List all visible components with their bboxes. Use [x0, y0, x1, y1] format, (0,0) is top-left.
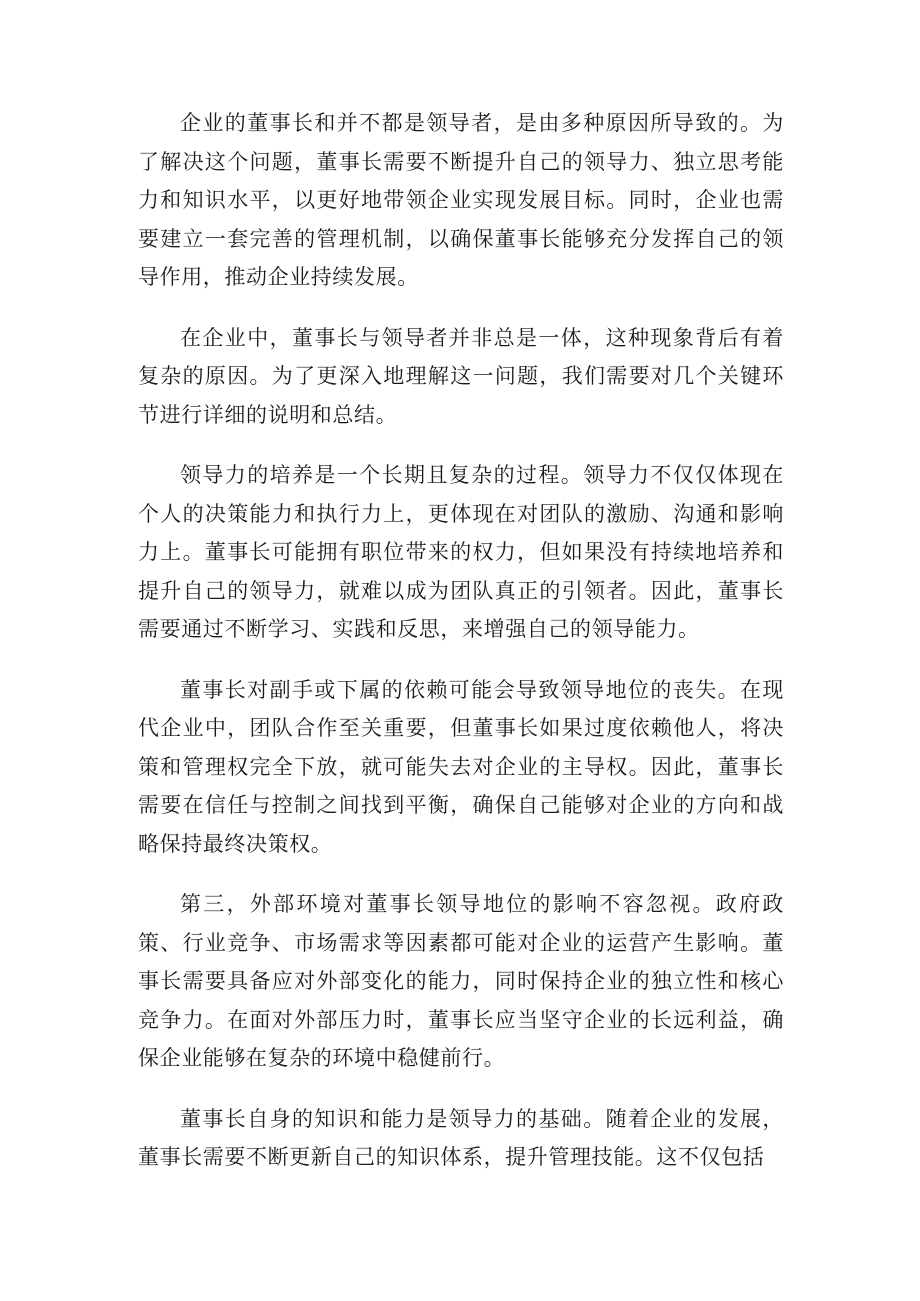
paragraph-5: 第三，外部环境对董事长领导地位的影响不容忽视。政府政策、行业竞争、市场需求等因素都可能对企业的运营产生影响。董事长需要具备应对外部变化的能力，同时保持企业的独立性和核心竞争力。在面对外部压力时，董事长应当坚守企业的长远利益，确保企业能够在复杂的环境中稳健前行。	[138, 892, 784, 1070]
paragraph-4: 董事长对副手或下属的依赖可能会导致领导地位的丧失。在现代企业中，团队合作至关重要，但董事长如果过度依赖他人，将决策和管理权完全下放，就可能失去对企业的主导权。因此，董事长需要在信任与控制之间找到平衡，确保自己能够对企业的方向和战略保持最终决策权。	[138, 677, 784, 856]
document-body	[138, 104, 784, 1199]
paragraph-2: 在企业中，董事长与领导者并非总是一体，这种现象背后有着复杂的原因。为了更深入地理解这一问题，我们需要对几个关键环节进行详细的说明和总结。	[138, 325, 784, 427]
paragraph-3: 领导力的培养是一个长期且复杂的过程。领导力不仅仅体现在个人的决策能力和执行力上，更体现在对团队的激励、沟通和影响力上。董事长可能拥有职位带来的权力，但如果没有持续地培养和提升自己的领导力，就难以成为团队真正的引领者。因此，董事长需要通过不断学习、实践和反思，来增强自己的领导能力。	[138, 463, 784, 641]
paragraph-6: 董事长自身的知识和能力是领导力的基础。随着企业的发展，董事长需要不断更新自己的知识体系，提升管理技能。这不仅包括	[138, 1106, 784, 1169]
paragraph-1: 企业的董事长和并不都是领导者，是由多种原因所导致的。为了解决这个问题，董事长需要不断提升自己的领导力、独立思考能力和知识水平，以更好地带领企业实现发展目标。同时，企业也需要建立一套完善的管理机制，以确保董事长能够充分发挥自己的领导作用，推动企业持续发展。	[138, 111, 784, 289]
